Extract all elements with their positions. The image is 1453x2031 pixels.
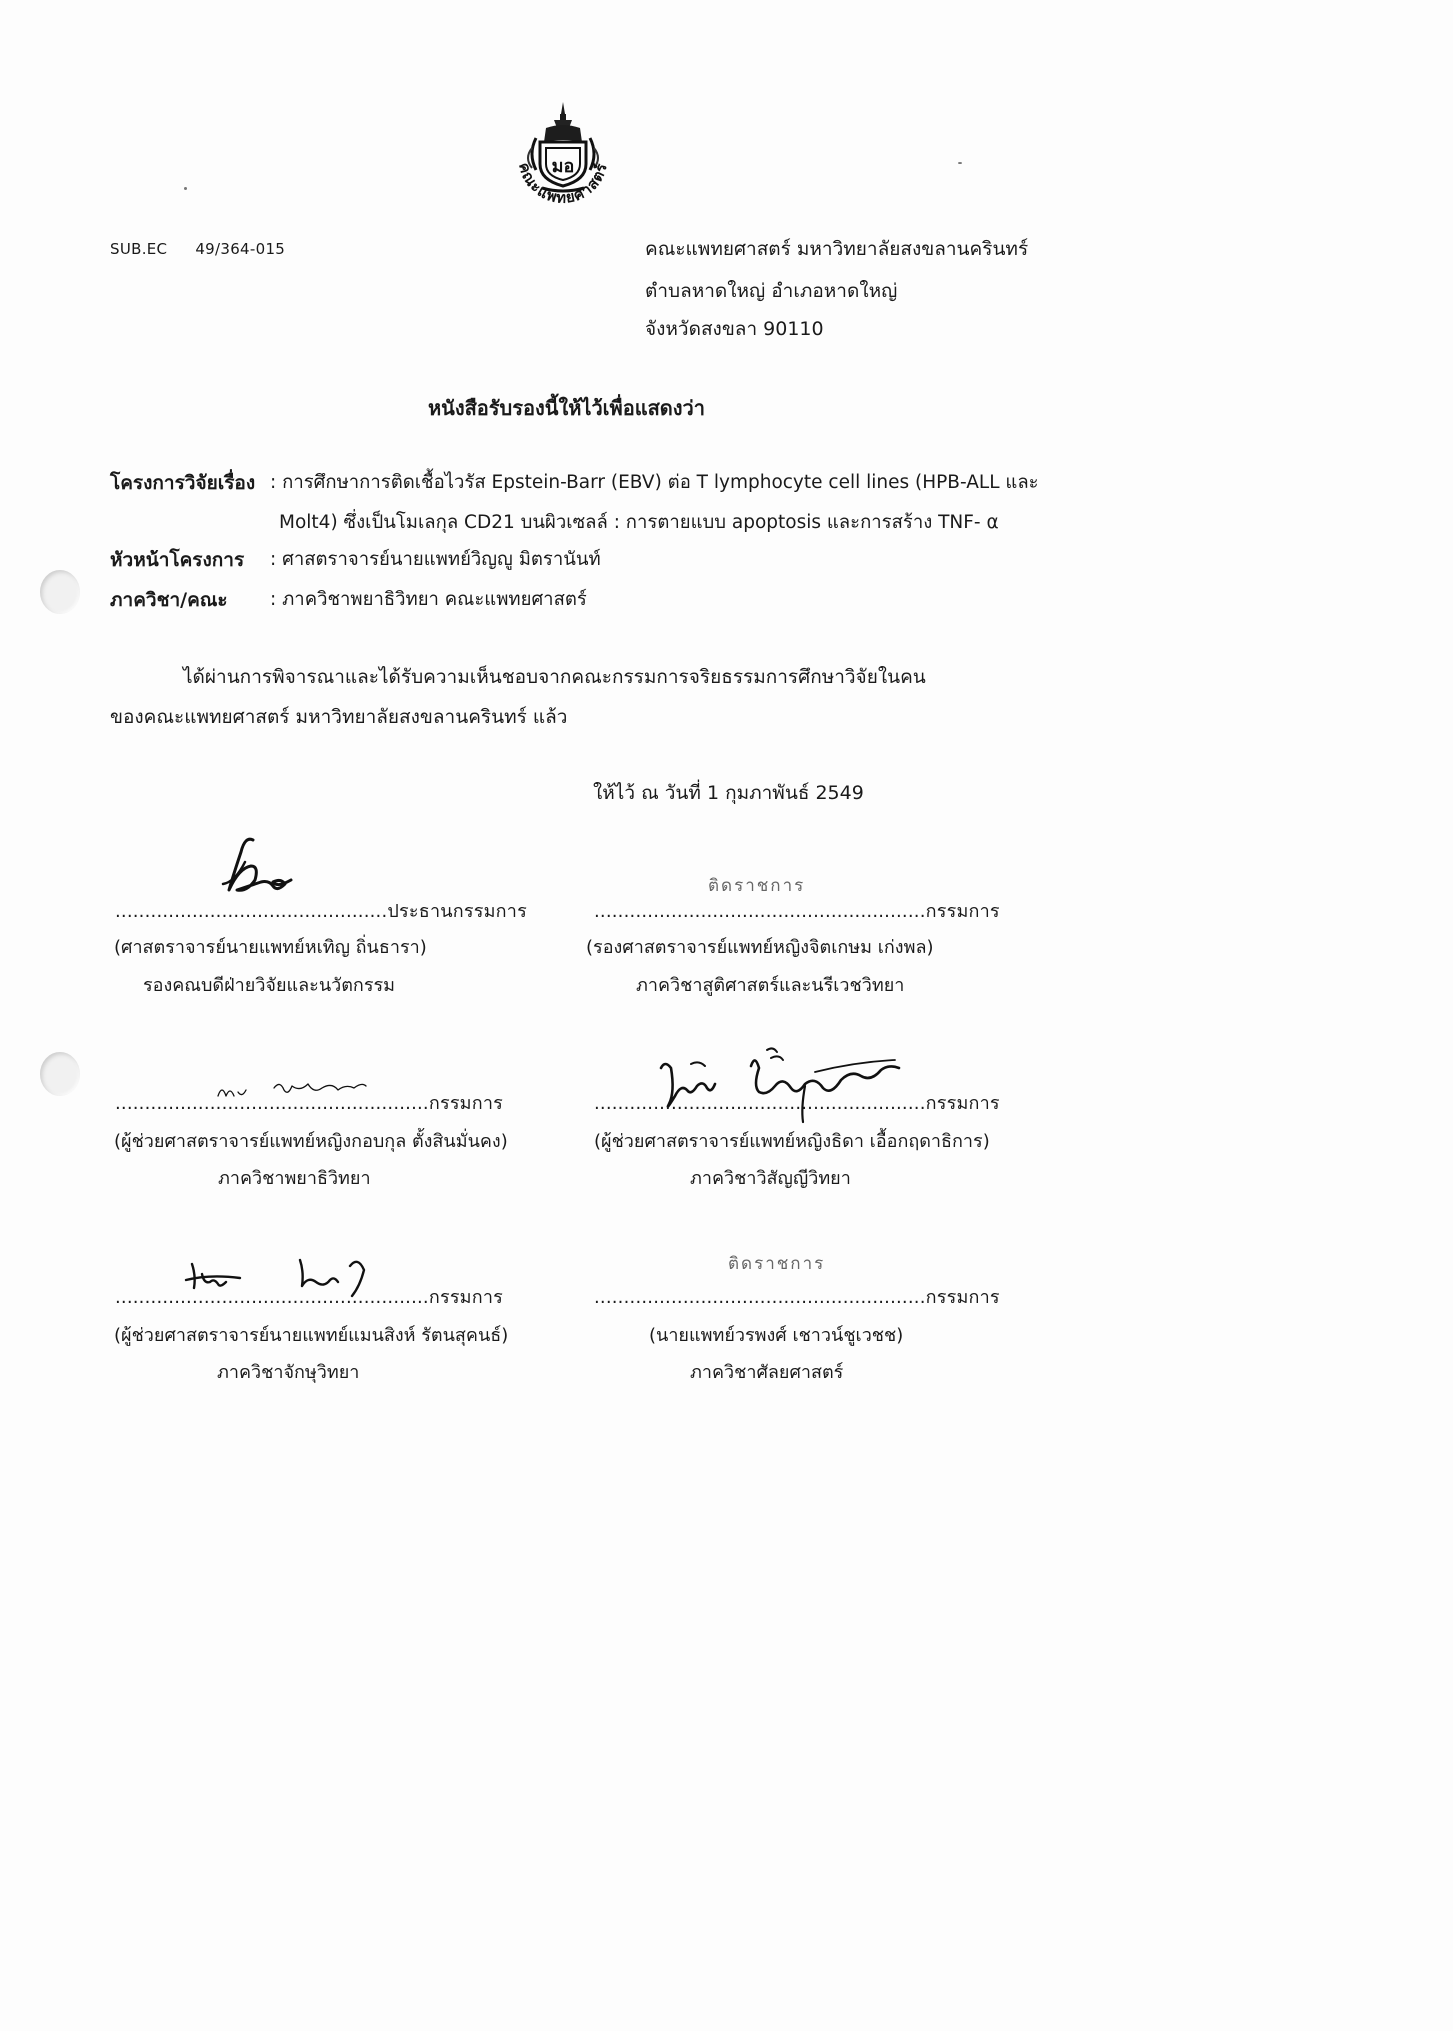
signatory-name-member: (ผู้ช่วยศาสตราจารย์แพทย์หญิงกอบกุล ตั้งสินมั่นคง) [114,1131,508,1152]
project-title-line-1: : การศึกษาการติดเชื้อไวรัส Epstein-Barr (EBV) ต่อ T lymphocyte cell lines (HPB-ALL และ [270,472,1039,493]
department-label: ภาควิชา/คณะ [110,589,228,611]
address-line-3: จังหวัดสงขลา 90110 [645,318,824,340]
scan-speck [184,187,187,190]
signatory-name-member: (รองศาสตราจารย์แพทย์หญิงจิตเกษม เก่งพล) [586,937,934,958]
approval-text-line-2: ของคณะแพทยศาสตร์ มหาวิทยาลัยสงขลานครินทร์ แล้ว [110,706,568,728]
signature-line-member: .....................................................กรรมการ [115,1093,504,1114]
reference-code: SUB.EC [110,240,168,258]
signatory-position-member: ภาควิชาจักษุวิทยา [217,1362,360,1383]
signatory-position-member: ภาควิชาศัลยศาสตร์ [690,1362,844,1383]
signature-line-member: ........................................................กรรมการ [594,1287,1000,1308]
signatory-position-member: ภาควิชาสูติศาสตร์และนรีเวชวิทยา [636,975,905,996]
signatory-name-member: (ผู้ช่วยศาสตราจารย์นายแพทย์แมนสิงห์ รัตนสุคนธ์) [114,1325,509,1346]
signatory-name-chairman: (ศาสตราจารย์นายแพทย์หเทิญ ถิ่นธารา) [114,937,427,958]
away-on-duty-stamp: ติดราชการ [708,876,806,896]
royal-crown-seal-icon [502,98,624,223]
project-label: โครงการวิจัยเรื่อง [110,472,256,494]
punch-hole [40,570,80,614]
scan-speck [958,162,962,164]
address-line-2: ตำบลหาดใหญ่ อำเภอหาดใหญ่ [645,280,898,302]
signature-line-chairman: ..............................................ประธานกรรมการ [115,901,527,922]
signature-line-member: .....................................................กรรมการ [115,1287,504,1308]
signature-line-member: ........................................................กรรมการ [594,901,1000,922]
away-on-duty-stamp: ติดราชการ [728,1254,826,1274]
punch-hole [40,1052,80,1096]
signatory-name-member: (ผู้ช่วยศาสตราจารย์แพทย์หญิงธิดา เอื้อกฤดาธิการ) [594,1131,990,1152]
project-title-line-2: Molt4) ซึ่งเป็นโมเลกุล CD21 บนผิวเซลล์ : การตายแบบ apoptosis และการสร้าง TNF- α [279,512,999,533]
signature-scribble [215,832,295,902]
reference-number-value: 49/364-015 [195,240,286,258]
document-title: หนังสือรับรองนี้ให้ไว้เพื่อแสดงว่า [427,396,706,420]
signature-line-member: ........................................................กรรมการ [594,1093,1000,1114]
approval-text-line-1: ได้ผ่านการพิจารณาและได้รับความเห็นชอบจากคณะกรรมการจริยธรรมการศึกษาวิจัยในคน [183,666,926,688]
signatory-name-member: (นายแพทย์วรพงศ์ เชาวน์ชูเวชช) [649,1325,904,1346]
department-value: : ภาควิชาพยาธิวิทยา คณะแพทยศาสตร์ [270,589,587,610]
project-head-value: : ศาสตราจารย์นายแพทย์วิญญู มิตรานันท์ [270,549,601,570]
address-line-1: คณะแพทยศาสตร์ มหาวิทยาลัยสงขลานครินทร์ [645,238,1029,260]
project-head-label: หัวหน้าโครงการ [110,549,245,571]
faculty-seal [502,98,624,223]
issue-date: ให้ไว้ ณ วันที่ 1 กุมภาพันธ์ 2549 [593,782,864,804]
seal-text: คณะแพทยศาสตร์ [515,160,611,207]
reference-number [110,240,285,258]
signatory-position-chairman: รองคณบดีฝ่ายวิจัยและนวัตกรรม [143,975,396,996]
signatory-position-member: ภาควิชาวิสัญญีวิทยา [690,1168,851,1189]
svg-text:มอ: มอ [551,156,575,177]
signatory-position-member: ภาควิชาพยาธิวิทยา [218,1168,371,1189]
